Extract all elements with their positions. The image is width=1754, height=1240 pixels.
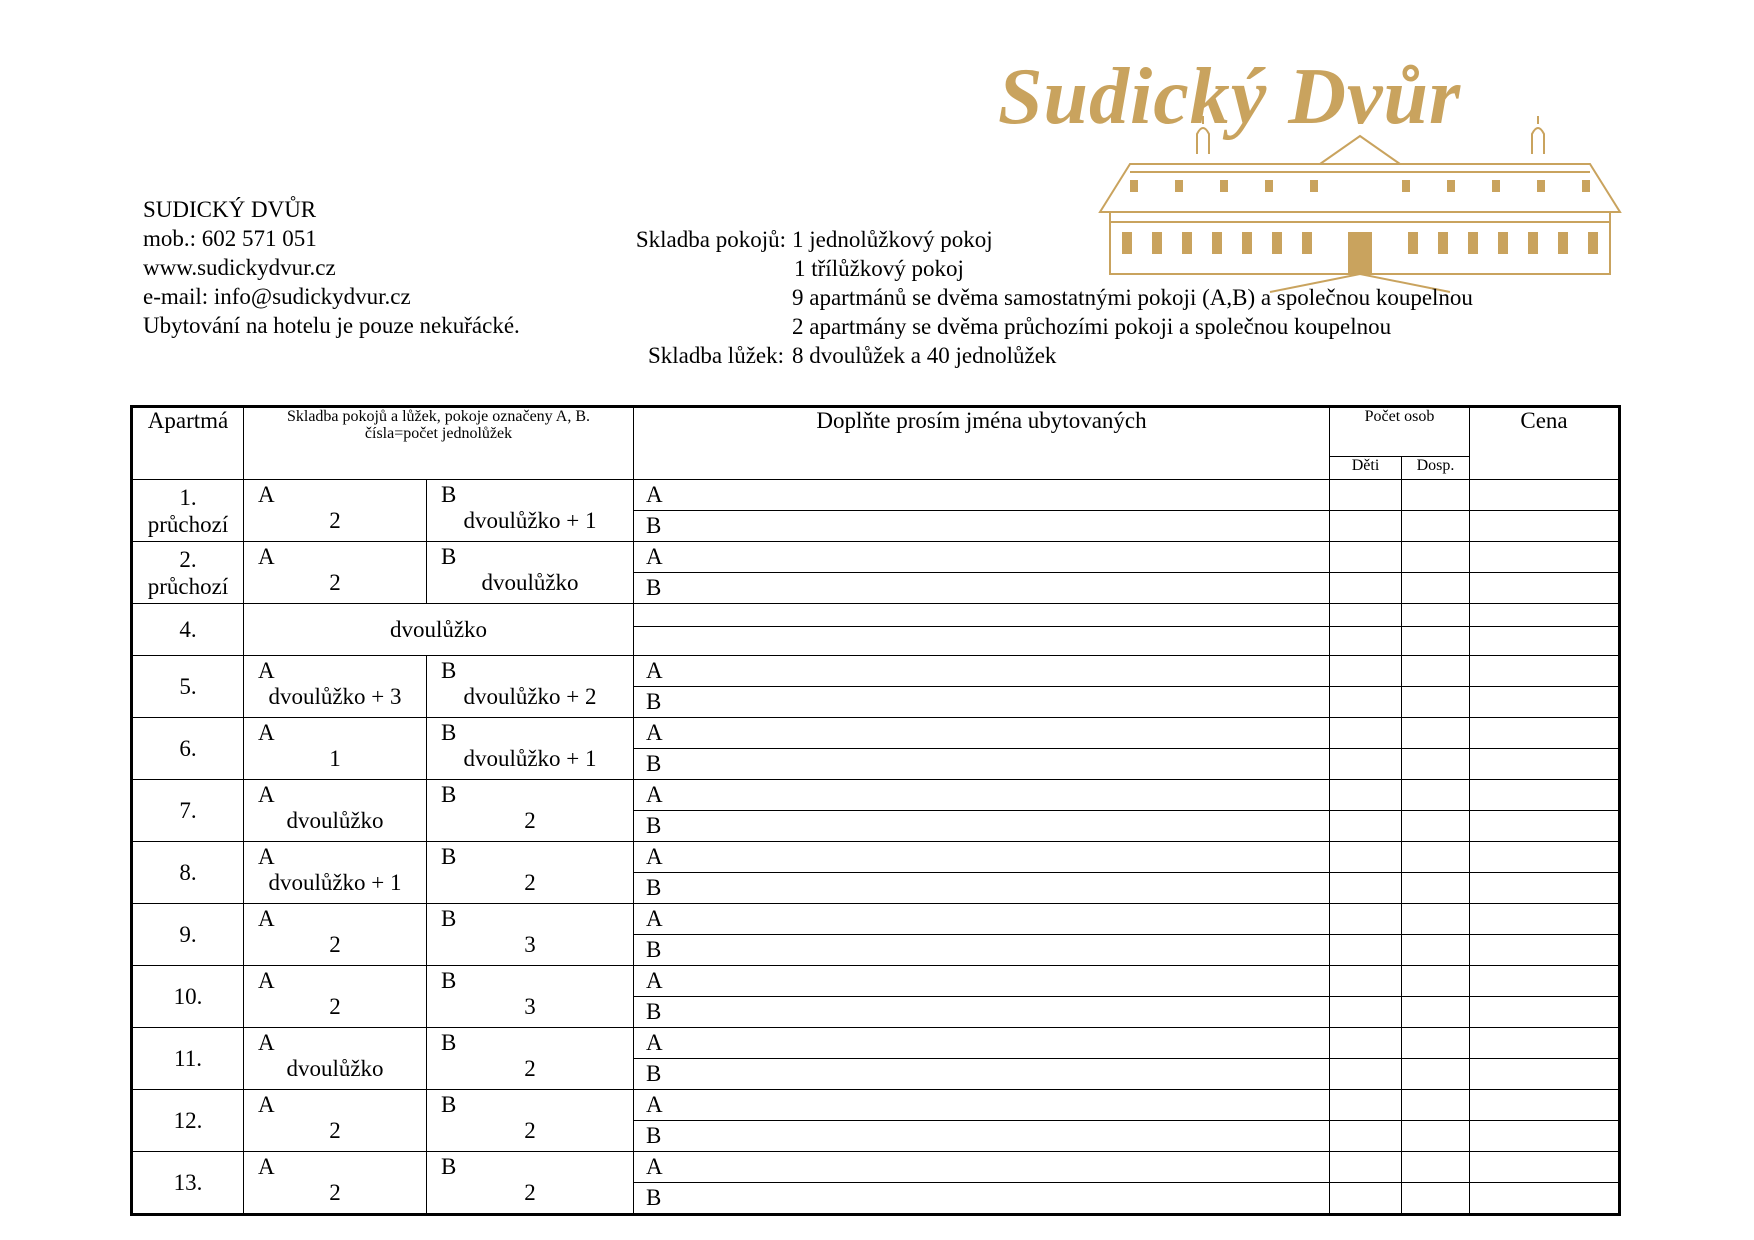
beds-label: Skladba lůžek: xyxy=(647,343,784,368)
children-count-field[interactable] xyxy=(1330,904,1402,935)
rooms-line-3: 9 apartmánů se dvěma samostatnými pokoji (A,B) a společnou koupelnou xyxy=(792,285,1473,310)
rooms-line-2: 1 třílůžkový pokoj xyxy=(794,256,964,281)
price-field[interactable] xyxy=(1470,1121,1620,1152)
price-field[interactable] xyxy=(1470,873,1620,904)
adults-count-field[interactable] xyxy=(1402,627,1470,656)
table-row xyxy=(132,1090,1620,1121)
room-a-composition: A 1 xyxy=(244,718,427,780)
table-row xyxy=(132,542,1620,573)
guest-name-field[interactable]: A xyxy=(634,780,1330,811)
children-count-field[interactable] xyxy=(1330,718,1402,749)
table-row xyxy=(132,656,1620,687)
room-b-composition: B 2 xyxy=(427,1090,634,1152)
adults-count-field[interactable] xyxy=(1402,1152,1470,1183)
adults-count-field[interactable] xyxy=(1402,1183,1470,1215)
logo-wordmark: Sudický Dvůr xyxy=(998,53,1462,141)
guest-name-field[interactable]: B xyxy=(634,511,1330,542)
room-a-composition: A 2 xyxy=(244,1090,427,1152)
children-count-field[interactable] xyxy=(1330,511,1402,542)
smoking-note: Ubytování na hotelu je pouze nekuřácké. xyxy=(143,313,520,338)
guest-name-field[interactable]: B xyxy=(634,687,1330,718)
price-field[interactable] xyxy=(1470,966,1620,997)
guest-name-field[interactable]: A xyxy=(634,480,1330,511)
room-b-composition: B 2 xyxy=(427,1028,634,1090)
room-b-composition: B 2 xyxy=(427,1152,634,1215)
adults-count-field[interactable] xyxy=(1402,873,1470,904)
guest-name-field[interactable]: B xyxy=(634,1183,1330,1215)
price-field[interactable] xyxy=(1470,1090,1620,1121)
guest-name-field[interactable]: B xyxy=(634,997,1330,1028)
adults-count-field[interactable] xyxy=(1402,542,1470,573)
header-price: Cena xyxy=(1470,407,1620,480)
adults-count-field[interactable] xyxy=(1402,687,1470,718)
room-a-composition: A 2 xyxy=(244,904,427,966)
price-field[interactable] xyxy=(1470,687,1620,718)
apartment-number: 4. xyxy=(132,604,244,656)
adults-count-field[interactable] xyxy=(1402,842,1470,873)
room-composition: dvoulůžko xyxy=(244,604,634,656)
price-field[interactable] xyxy=(1470,1059,1620,1090)
rooms-line-1: 1 jednolůžkový pokoj xyxy=(792,227,993,252)
guest-name-field[interactable]: A xyxy=(634,1152,1330,1183)
guest-name-field[interactable]: B xyxy=(634,573,1330,604)
children-count-field[interactable] xyxy=(1330,1090,1402,1121)
children-count-field[interactable] xyxy=(1330,542,1402,573)
price-field[interactable] xyxy=(1470,1152,1620,1183)
children-count-field[interactable] xyxy=(1330,1121,1402,1152)
price-field[interactable] xyxy=(1470,780,1620,811)
room-b-composition: B 3 xyxy=(427,904,634,966)
children-count-field[interactable] xyxy=(1330,1059,1402,1090)
composition-block xyxy=(600,225,1600,370)
apartment-number: 6. xyxy=(132,718,244,780)
rooms-label: Skladba pokojů: xyxy=(635,227,786,252)
room-b-composition: B dvoulůžko + 1 xyxy=(427,718,634,780)
guest-name-field[interactable]: A xyxy=(634,904,1330,935)
header-composition: Skladba pokojů a lůžek, pokoje označeny A, B. čísla=počet jednolůžek xyxy=(244,407,634,480)
phone: mob.: 602 571 051 xyxy=(143,226,317,251)
header-apartment: Apartmá xyxy=(132,407,244,480)
guest-name-field[interactable]: B xyxy=(634,1059,1330,1090)
apartment-number: 13. xyxy=(132,1152,244,1215)
adults-count-field[interactable] xyxy=(1402,480,1470,511)
table-row xyxy=(132,480,1620,511)
apartment-number: 2. průchozí xyxy=(132,542,244,604)
guest-name-field[interactable]: A xyxy=(634,966,1330,997)
header-names: Doplňte prosím jména ubytovaných xyxy=(634,407,1330,480)
adults-count-field[interactable] xyxy=(1402,604,1470,627)
children-count-field[interactable] xyxy=(1330,1152,1402,1183)
rooms-table xyxy=(130,405,1621,1216)
adults-count-field[interactable] xyxy=(1402,718,1470,749)
adults-count-field[interactable] xyxy=(1402,1090,1470,1121)
adults-count-field[interactable] xyxy=(1402,749,1470,780)
email: e-mail: info@sudickydvur.cz xyxy=(143,284,411,309)
children-count-field[interactable] xyxy=(1330,873,1402,904)
guest-name-field[interactable]: B xyxy=(634,1121,1330,1152)
guest-name-field[interactable]: A xyxy=(634,1090,1330,1121)
children-count-field[interactable] xyxy=(1330,749,1402,780)
guest-name-field[interactable]: B xyxy=(634,749,1330,780)
price-field[interactable] xyxy=(1470,573,1620,604)
adults-count-field[interactable] xyxy=(1402,1028,1470,1059)
price-field[interactable] xyxy=(1470,997,1620,1028)
children-count-field[interactable] xyxy=(1330,1028,1402,1059)
room-b-composition: B 3 xyxy=(427,966,634,1028)
apartment-number: 9. xyxy=(132,904,244,966)
price-field[interactable] xyxy=(1470,749,1620,780)
adults-count-field[interactable] xyxy=(1402,935,1470,966)
adults-count-field[interactable] xyxy=(1402,997,1470,1028)
price-field[interactable] xyxy=(1470,1028,1620,1059)
table-row xyxy=(132,904,1620,935)
children-count-field[interactable] xyxy=(1330,1183,1402,1215)
guest-name-field[interactable]: A xyxy=(634,656,1330,687)
price-field[interactable] xyxy=(1470,627,1620,656)
room-a-composition: A 2 xyxy=(244,542,427,604)
room-a-composition: A dvoulůžko xyxy=(244,1028,427,1090)
header-adults: Dosp. xyxy=(1402,457,1470,480)
price-field[interactable] xyxy=(1470,935,1620,966)
room-b-composition: B dvoulůžko + 1 xyxy=(427,480,634,542)
table-row xyxy=(132,718,1620,749)
table-row xyxy=(132,780,1620,811)
header-persons: Počet osob xyxy=(1330,407,1470,457)
price-field[interactable] xyxy=(1470,718,1620,749)
price-field[interactable] xyxy=(1470,511,1620,542)
price-field[interactable] xyxy=(1470,1183,1620,1215)
guest-name-field[interactable]: B xyxy=(634,811,1330,842)
price-field[interactable] xyxy=(1470,604,1620,627)
guest-name-field[interactable]: A xyxy=(634,542,1330,573)
table-row xyxy=(132,1152,1620,1183)
room-a-composition: A dvoulůžko xyxy=(244,780,427,842)
children-count-field[interactable] xyxy=(1330,966,1402,997)
children-count-field[interactable] xyxy=(1330,627,1402,656)
price-field[interactable] xyxy=(1470,656,1620,687)
contact-block xyxy=(143,195,520,340)
apartment-number: 11. xyxy=(132,1028,244,1090)
children-count-field[interactable] xyxy=(1330,656,1402,687)
adults-count-field[interactable] xyxy=(1402,780,1470,811)
children-count-field[interactable] xyxy=(1330,604,1402,627)
guest-name-field[interactable]: A xyxy=(634,718,1330,749)
apartment-number: 12. xyxy=(132,1090,244,1152)
logo xyxy=(990,52,1630,242)
adults-count-field[interactable] xyxy=(1402,1121,1470,1152)
children-count-field[interactable] xyxy=(1330,780,1402,811)
price-field[interactable] xyxy=(1470,811,1620,842)
guest-name-field[interactable]: A xyxy=(634,842,1330,873)
price-field[interactable] xyxy=(1470,480,1620,511)
children-count-field[interactable] xyxy=(1330,573,1402,604)
apartment-number: 8. xyxy=(132,842,244,904)
apartment-number: 5. xyxy=(132,656,244,718)
children-count-field[interactable] xyxy=(1330,687,1402,718)
room-a-composition: A 2 xyxy=(244,1152,427,1215)
adults-count-field[interactable] xyxy=(1402,966,1470,997)
guest-name-field[interactable]: A xyxy=(634,1028,1330,1059)
apartment-number: 1. průchozí xyxy=(132,480,244,542)
price-field[interactable] xyxy=(1470,904,1620,935)
header-children: Děti xyxy=(1330,457,1402,480)
room-a-composition: A dvoulůžko + 3 xyxy=(244,656,427,718)
price-field[interactable] xyxy=(1470,542,1620,573)
room-a-composition: A dvoulůžko + 1 xyxy=(244,842,427,904)
children-count-field[interactable] xyxy=(1330,842,1402,873)
children-count-field[interactable] xyxy=(1330,811,1402,842)
adults-count-field[interactable] xyxy=(1402,511,1470,542)
beds-value: 8 dvoulůžek a 40 jednolůžek xyxy=(792,343,1057,368)
children-count-field[interactable] xyxy=(1330,997,1402,1028)
website: www.sudickydvur.cz xyxy=(143,255,336,280)
table-row xyxy=(132,842,1620,873)
adults-count-field[interactable] xyxy=(1402,573,1470,604)
table-row xyxy=(132,1028,1620,1059)
apartment-number: 10. xyxy=(132,966,244,1028)
room-b-composition: B 2 xyxy=(427,842,634,904)
children-count-field[interactable] xyxy=(1330,480,1402,511)
room-b-composition: B dvoulůžko xyxy=(427,542,634,604)
adults-count-field[interactable] xyxy=(1402,656,1470,687)
children-count-field[interactable] xyxy=(1330,935,1402,966)
adults-count-field[interactable] xyxy=(1402,904,1470,935)
guest-name-field[interactable]: B xyxy=(634,935,1330,966)
room-b-composition: B 2 xyxy=(427,780,634,842)
apartment-number: 7. xyxy=(132,780,244,842)
room-a-composition: A 2 xyxy=(244,966,427,1028)
adults-count-field[interactable] xyxy=(1402,811,1470,842)
room-a-composition: A 2 xyxy=(244,480,427,542)
adults-count-field[interactable] xyxy=(1402,1059,1470,1090)
hotel-name: SUDICKÝ DVŮR xyxy=(143,197,317,222)
price-field[interactable] xyxy=(1470,842,1620,873)
guest-name-field[interactable] xyxy=(634,604,1330,627)
guest-name-field[interactable]: B xyxy=(634,873,1330,904)
rooms-line-4: 2 apartmány se dvěma průchozími pokoji a společnou koupelnou xyxy=(792,314,1392,339)
table-row xyxy=(132,966,1620,997)
table-row xyxy=(132,604,1620,627)
guest-name-field[interactable] xyxy=(634,627,1330,656)
room-b-composition: B dvoulůžko + 2 xyxy=(427,656,634,718)
